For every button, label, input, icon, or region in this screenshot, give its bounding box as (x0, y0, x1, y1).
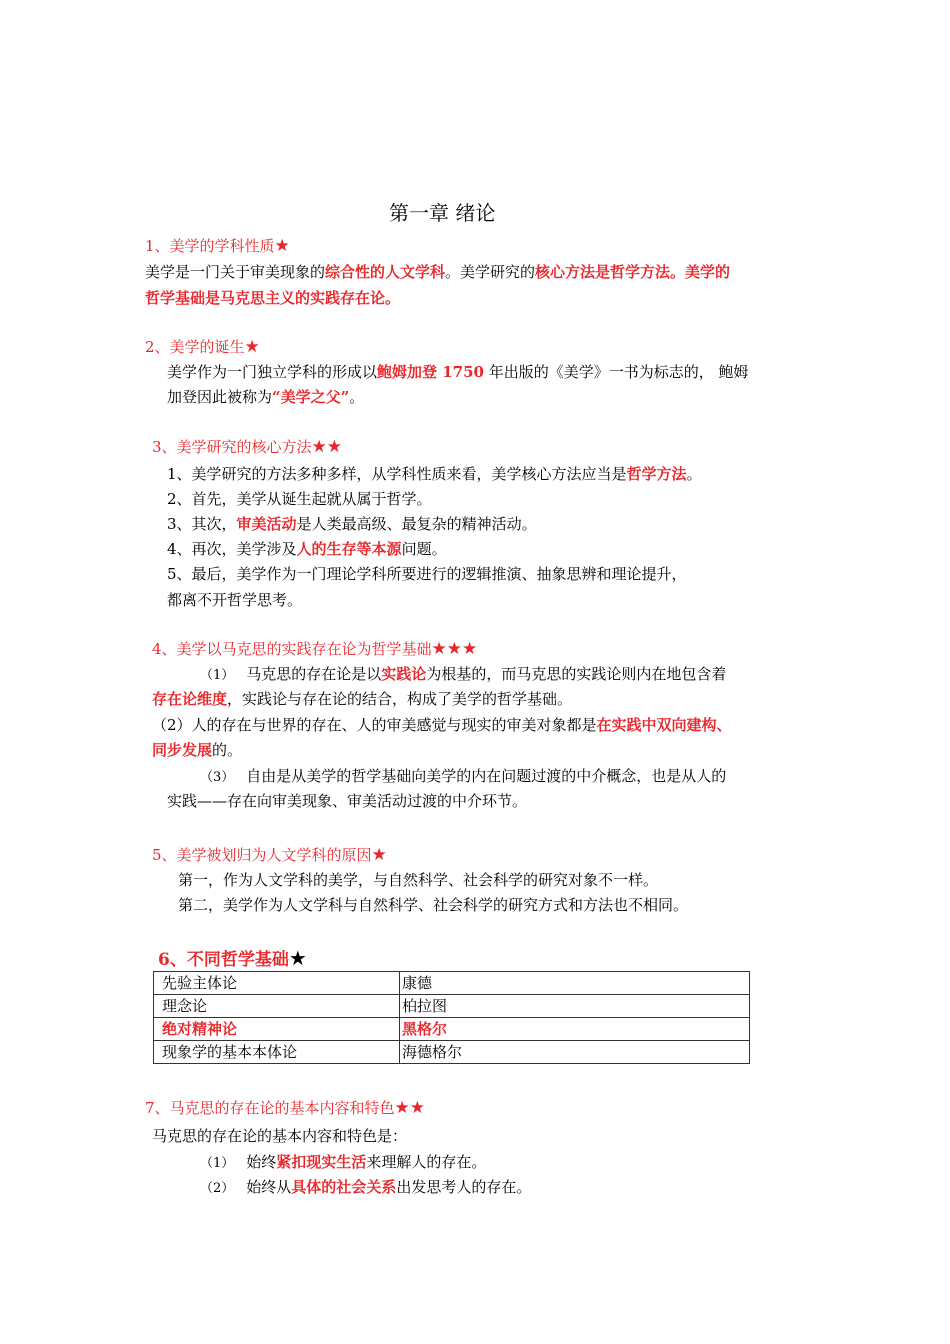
s2-highlight-father: “美学之父” (272, 388, 350, 406)
section-5-heading-text: 5、美学被划归为人文学科的原因 (152, 846, 372, 864)
section-2-heading-text: 2、美学的诞生 (145, 338, 245, 356)
s7-i2-a: 始终从 (246, 1178, 292, 1196)
star-icon: ★ (244, 337, 260, 357)
s3-highlight-philosophy-method: 哲学方法 (626, 465, 687, 483)
star-icon: ★★★ (431, 639, 478, 659)
table-row (154, 972, 750, 995)
s1-highlight-humanities: 综合性的人文学科 (325, 263, 446, 281)
section-3-item-5: 5、最后，美学作为一门理论学科所要进行的逻辑推演、抽象思辨和理论提升， (167, 565, 687, 583)
section-3-item-5-cont: 都离不开哲学思考。 (167, 591, 303, 609)
s4-i1-e: ，实践论与存在论的结合，构成了美学的哲学基础。 (227, 690, 573, 708)
section-6-heading-text: 6、不同哲学基础 (158, 950, 289, 970)
section-1-heading (145, 235, 290, 257)
s3-p3-a: 3、其次， (167, 515, 237, 533)
section-5-item-1: 第一，作为人文学科的美学，与自然科学、社会科学的研究对象不一样。 (178, 871, 659, 889)
section-4-heading (152, 638, 477, 660)
s1-text-c: 。美学研究的 (445, 263, 536, 281)
section-3-item-3 (167, 513, 537, 535)
section-1-heading-text: 1、美学的学科性质 (145, 237, 275, 255)
section-4-item-3 (200, 765, 726, 789)
section-4-item-3-cont: 实践——存在向审美现象、审美活动过渡的中介环节。 (167, 792, 528, 810)
s3-p4-a: 4、再次，美学涉及 (167, 540, 297, 558)
section-2-line-1 (167, 361, 749, 383)
section-3-item-2: 2、首先，美学从诞生起就从属于哲学。 (167, 490, 432, 508)
section-2-line-2 (167, 386, 364, 408)
s2-text-l2c: 。 (349, 388, 365, 406)
section-4-item-1 (200, 663, 726, 687)
s3-highlight-aesthetic-activity: 审美活动 (236, 515, 297, 533)
section-4-item-2 (152, 714, 732, 736)
section-7-item-2 (200, 1176, 531, 1200)
s2-text-l2a: 加登因此被称为 (167, 388, 273, 406)
s4-i2-a: （2）人的存在与世界的存在、人的审美感觉与现实的审美对象都是 (152, 716, 597, 734)
s3-p1-c: 。 (686, 465, 702, 483)
s7-i1-c: 来理解人的存在。 (366, 1153, 487, 1171)
section-3-heading (152, 436, 342, 458)
s4-i3-a: 自由是从美学的哲学基础向美学的内在问题过渡的中介概念，也是从人的 (246, 767, 727, 785)
section-4-item-1-cont (152, 688, 572, 710)
s7-highlight-real-life: 紧扣现实生活 (276, 1153, 367, 1171)
section-7-heading-text: 7、马克思的存在论的基本内容和特色 (145, 1099, 395, 1117)
table-cell: 先验主体论 (154, 972, 400, 995)
s3-p1-a: 1、美学研究的方法多种多样，从学科性质来看，美学核心方法应当是 (167, 465, 627, 483)
s2-text-c: 年出版的《美学》一书为标志的， 鲍姆 (484, 363, 749, 381)
table-cell: 柏拉图 (400, 995, 750, 1018)
table-cell: 绝对精神论 (154, 1018, 400, 1041)
table-cell: 康德 (400, 972, 750, 995)
section-6-heading (158, 947, 307, 972)
s4-i1-c: 为根基的，而马克思的实践论则内在地包含着 (426, 665, 727, 683)
star-icon: ★ (274, 236, 290, 256)
s2-text-a: 美学作为一门独立学科的形成以 (167, 363, 378, 381)
table-cell: 理念论 (154, 995, 400, 1018)
star-icon: ★ (371, 845, 387, 865)
s3-p3-c: 是人类最高级、最复杂的精神活动。 (296, 515, 537, 533)
section-3-heading-text: 3、美学研究的核心方法 (152, 438, 312, 456)
section-5-item-2: 第二，美学作为人文学科与自然科学、社会科学的研究方式和方法也不相同。 (178, 896, 689, 914)
section-3-item-4 (167, 538, 447, 560)
section-2-heading (145, 336, 260, 358)
s4-highlight-ontology-dimension: 存在论维度 (152, 690, 228, 708)
table-cell: 黑格尔 (400, 1018, 750, 1041)
s4-highlight-practice: 实践论 (381, 665, 427, 683)
star-icon: ★ (288, 946, 307, 970)
section-7-heading (145, 1097, 425, 1119)
section-4-heading-text: 4、美学以马克思的实践存在论为哲学基础 (152, 640, 432, 658)
s7-i1-a: 始终 (246, 1153, 277, 1171)
s3-highlight-existence: 人的生存等本源 (296, 540, 402, 558)
section-5-heading (152, 844, 387, 866)
table-row (154, 1041, 750, 1064)
s1-highlight-method: 核心方法是哲学方法。美学的 (535, 263, 731, 281)
s3-p4-c: 问题。 (401, 540, 447, 558)
section-7-item-1 (200, 1151, 486, 1175)
s4-i3-num: （3） (200, 770, 235, 785)
s2-highlight-baumgarten: 鲍姆加登 1750 (377, 363, 484, 381)
s7-i2-c: 出发思考人的存在。 (396, 1178, 532, 1196)
s4-highlight-bidirectional: 在实践中双向建构、 (596, 716, 732, 734)
table-cell: 海德格尔 (400, 1041, 750, 1064)
s1-text-a: 美学是一门关于审美现象的 (145, 263, 326, 281)
section-4-item-2-cont (152, 739, 242, 761)
philosophy-basis-table (153, 971, 750, 1064)
star-icon: ★★ (394, 1098, 426, 1118)
section-7-intro: 马克思的存在论的基本内容和特色是： (152, 1127, 408, 1145)
section-3-item-1 (167, 463, 702, 485)
table-cell: 现象学的基本本体论 (154, 1041, 400, 1064)
star-icon: ★★ (311, 437, 343, 457)
page-title: 第一章 绪论 (389, 201, 496, 225)
table-row (154, 1018, 750, 1041)
table-row (154, 995, 750, 1018)
s7-i2-num: （2） (200, 1181, 235, 1196)
s4-i1-num: （1） (200, 668, 235, 683)
s4-i1-a: 马克思的存在论是以 (246, 665, 382, 683)
section-1-line-2: 哲学基础是马克思主义的实践存在论。 (145, 289, 401, 307)
s4-i2-d: 的。 (212, 741, 243, 759)
s7-i1-num: （1） (200, 1156, 235, 1171)
s4-highlight-synchronous: 同步发展 (152, 741, 213, 759)
section-1-line-1 (145, 261, 730, 283)
s7-highlight-social-relations: 具体的社会关系 (291, 1178, 397, 1196)
